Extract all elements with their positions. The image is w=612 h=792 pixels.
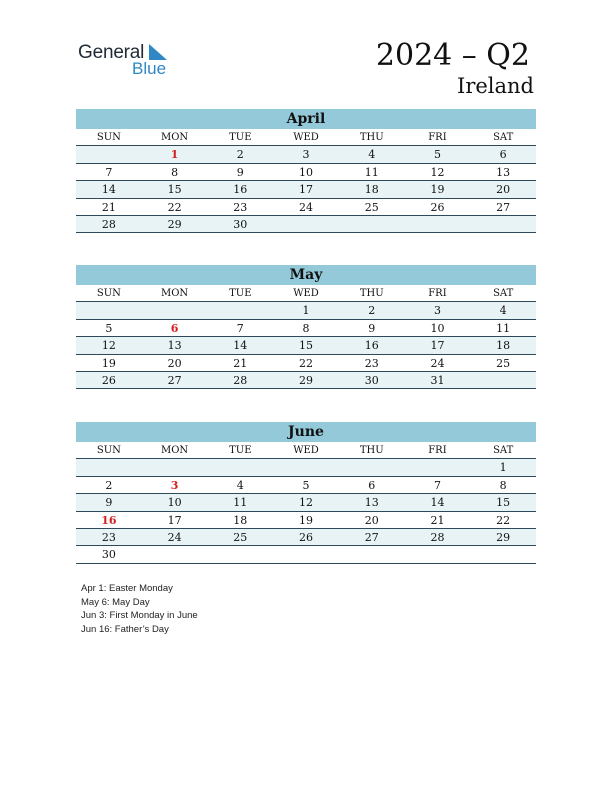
- weekday-label: TUE: [229, 445, 252, 456]
- day-cell: 13: [364, 496, 379, 510]
- day-cell: 9: [236, 165, 244, 179]
- month-header: May: [76, 265, 536, 285]
- logo-word-general: General: [78, 42, 145, 63]
- day-cell: [339, 459, 405, 475]
- day-cell: 11: [233, 496, 248, 510]
- week-row: [76, 216, 536, 233]
- day-cell: 23: [364, 356, 379, 370]
- day-cell: 15: [299, 339, 314, 353]
- weekday-label: THU: [359, 445, 384, 456]
- day-cell: [142, 302, 208, 318]
- day-cell: 22: [167, 200, 182, 214]
- day-cell: 2: [236, 148, 244, 162]
- weekday-label: FRI: [428, 445, 447, 456]
- day-cell: 24: [430, 356, 445, 370]
- day-cell: [273, 459, 339, 475]
- day-cell: 7: [105, 165, 113, 179]
- weekday-header-row: [76, 129, 536, 146]
- week-row: [76, 146, 536, 163]
- day-cell: 17: [299, 183, 314, 197]
- week-row: [76, 355, 536, 372]
- week-row: [76, 302, 536, 319]
- day-cell: [76, 302, 142, 318]
- week-row: [76, 181, 536, 198]
- day-cell: 9: [368, 321, 376, 335]
- day-cell: [76, 146, 142, 162]
- day-cell: 5: [302, 478, 310, 492]
- day-cell: 12: [101, 339, 116, 353]
- day-cell: 30: [233, 217, 248, 231]
- day-cell: [405, 546, 471, 562]
- month-block-april: [76, 109, 536, 233]
- day-cell: 20: [364, 513, 379, 527]
- day-cell: 27: [167, 373, 182, 387]
- day-cell: 8: [171, 165, 179, 179]
- day-cell: 21: [430, 513, 445, 527]
- holiday-day-cell: 6: [170, 321, 179, 335]
- day-cell: 23: [101, 530, 116, 544]
- weekday-label: TUE: [229, 132, 252, 143]
- day-cell: 30: [101, 548, 116, 562]
- day-cell: 21: [101, 200, 116, 214]
- day-cell: [405, 216, 471, 232]
- day-cell: [273, 546, 339, 562]
- weekday-label: SAT: [493, 132, 514, 143]
- day-cell: 17: [430, 339, 445, 353]
- day-cell: 10: [299, 165, 314, 179]
- week-row: [76, 320, 536, 337]
- weekday-label: FRI: [428, 132, 447, 143]
- day-cell: 20: [496, 183, 511, 197]
- day-cell: 6: [499, 148, 507, 162]
- day-cell: 15: [496, 496, 511, 510]
- day-cell: 28: [101, 217, 116, 231]
- day-cell: 26: [299, 530, 314, 544]
- day-cell: 28: [430, 530, 445, 544]
- week-row: [76, 546, 536, 563]
- day-cell: 24: [167, 530, 182, 544]
- day-cell: 14: [430, 496, 445, 510]
- week-row: [76, 337, 536, 354]
- holiday-note: Jun 3: First Monday in June: [81, 610, 198, 622]
- day-cell: [470, 216, 536, 232]
- day-cell: 6: [368, 478, 376, 492]
- weekday-label: WED: [293, 445, 319, 456]
- day-cell: 29: [167, 217, 182, 231]
- day-cell: 13: [167, 339, 182, 353]
- day-cell: 19: [430, 183, 445, 197]
- weekday-label: SAT: [493, 445, 514, 456]
- holiday-note: Apr 1: Easter Monday: [81, 583, 173, 594]
- week-row: [76, 477, 536, 494]
- weekday-label: MON: [160, 288, 189, 299]
- week-row: [76, 494, 536, 511]
- day-cell: 29: [496, 530, 511, 544]
- month-header: June: [76, 422, 536, 442]
- weekday-label: MON: [160, 445, 189, 456]
- day-cell: 14: [101, 183, 116, 197]
- day-cell: 11: [496, 321, 511, 335]
- month-block-may: [76, 265, 536, 389]
- day-cell: 4: [368, 148, 376, 162]
- day-cell: 18: [364, 183, 379, 197]
- weekday-header-row: [76, 285, 536, 302]
- day-cell: [339, 216, 405, 232]
- day-cell: 16: [233, 183, 248, 197]
- day-cell: [207, 546, 273, 562]
- day-cell: [273, 216, 339, 232]
- day-cell: 4: [499, 304, 507, 318]
- day-cell: 27: [496, 200, 511, 214]
- day-cell: 10: [167, 496, 182, 510]
- weekday-label: WED: [293, 132, 319, 143]
- week-row: [76, 459, 536, 476]
- day-cell: 24: [299, 200, 314, 214]
- day-cell: 29: [299, 373, 314, 387]
- day-cell: 13: [496, 165, 511, 179]
- day-cell: 9: [105, 496, 113, 510]
- weekday-label: SAT: [493, 288, 514, 299]
- day-cell: 8: [499, 478, 507, 492]
- day-cell: 20: [167, 356, 182, 370]
- day-cell: [405, 459, 471, 475]
- week-row: [76, 199, 536, 216]
- day-cell: [207, 459, 273, 475]
- holiday-day-cell: 16: [101, 513, 117, 527]
- day-cell: [339, 546, 405, 562]
- day-cell: 3: [433, 304, 441, 318]
- weekday-label: MON: [160, 132, 189, 143]
- day-cell: 11: [364, 165, 379, 179]
- day-cell: 10: [430, 321, 445, 335]
- day-cell: 25: [364, 200, 379, 214]
- day-cell: 25: [496, 356, 511, 370]
- weekday-label: THU: [359, 132, 384, 143]
- day-cell: 7: [236, 321, 244, 335]
- day-cell: 22: [496, 513, 511, 527]
- weekday-label: SUN: [96, 445, 121, 456]
- holiday-day-cell: 1: [170, 148, 179, 162]
- weekday-header-row: [76, 442, 536, 459]
- day-cell: 26: [430, 200, 445, 214]
- day-cell: 31: [430, 373, 445, 387]
- day-cell: 1: [302, 304, 310, 318]
- month-header: April: [76, 109, 536, 129]
- country-label: Ireland: [457, 74, 534, 98]
- day-cell: 19: [101, 356, 116, 370]
- day-cell: 2: [105, 478, 113, 492]
- day-cell: 14: [233, 339, 248, 353]
- holiday-day-cell: 3: [170, 478, 179, 492]
- weekday-label: SUN: [96, 132, 121, 143]
- holiday-notes: [81, 582, 198, 637]
- day-cell: 25: [233, 530, 248, 544]
- day-cell: 8: [302, 321, 310, 335]
- day-cell: 5: [433, 148, 441, 162]
- day-cell: 18: [233, 513, 248, 527]
- month-block-june: [76, 422, 536, 564]
- logo-word-blue: Blue: [132, 59, 167, 78]
- weekday-label: TUE: [229, 288, 252, 299]
- day-cell: [470, 546, 536, 562]
- day-cell: 19: [299, 513, 314, 527]
- day-cell: 2: [368, 304, 376, 318]
- day-cell: 16: [364, 339, 379, 353]
- week-row: [76, 529, 536, 546]
- day-cell: 28: [233, 373, 248, 387]
- day-cell: 3: [302, 148, 310, 162]
- week-row: [76, 372, 536, 389]
- day-cell: 17: [167, 513, 182, 527]
- holiday-note: May 6: May Day: [81, 596, 150, 608]
- day-cell: 12: [299, 496, 314, 510]
- day-cell: 7: [433, 478, 441, 492]
- generalblue-logo: [78, 40, 178, 80]
- day-cell: 30: [364, 373, 379, 387]
- day-cell: [207, 302, 273, 318]
- weekday-label: SUN: [96, 288, 121, 299]
- day-cell: [142, 459, 208, 475]
- weekday-label: WED: [293, 288, 319, 299]
- day-cell: 4: [236, 478, 244, 492]
- weekday-label: THU: [359, 288, 384, 299]
- page-title: 2024 – Q2: [375, 38, 530, 73]
- week-row: [76, 164, 536, 181]
- day-cell: 26: [101, 373, 116, 387]
- day-cell: 1: [499, 461, 507, 475]
- day-cell: 27: [364, 530, 379, 544]
- weekday-label: FRI: [428, 288, 447, 299]
- day-cell: 22: [299, 356, 314, 370]
- day-cell: 12: [430, 165, 445, 179]
- day-cell: 5: [105, 321, 113, 335]
- day-cell: 21: [233, 356, 248, 370]
- day-cell: [142, 546, 208, 562]
- day-cell: 18: [496, 339, 511, 353]
- week-row: [76, 512, 536, 529]
- day-cell: [76, 459, 142, 475]
- holiday-note: Jun 16: Father’s Day: [81, 624, 169, 636]
- day-cell: 23: [233, 200, 248, 214]
- day-cell: [470, 372, 536, 388]
- day-cell: 15: [167, 183, 182, 197]
